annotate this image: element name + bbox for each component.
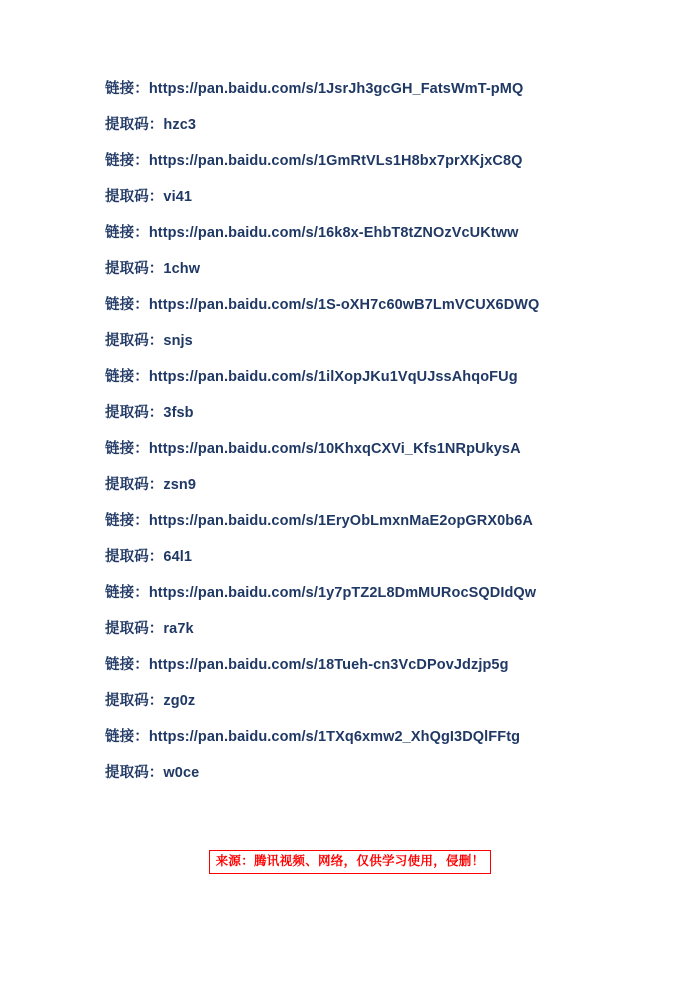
line-value[interactable]: https://pan.baidu.com/s/1y7pTZ2L8DmMURocSQDIdQw: [148, 585, 537, 601]
line-value[interactable]: https://pan.baidu.com/s/10KhxqCXVi_Kfs1NRpUkysA: [148, 441, 521, 457]
list-item: [105, 154, 605, 169]
list-item: [105, 586, 605, 601]
line-label: 提取码：: [105, 261, 164, 277]
line-value[interactable]: https://pan.baidu.com/s/16k8x-EhbT8tZNOzVcUKtww: [148, 225, 519, 241]
line-label: 提取码：: [105, 765, 164, 781]
list-item: [105, 658, 605, 673]
line-value[interactable]: https://pan.baidu.com/s/1ilXopJKu1VqUJssAhqoFUg: [148, 369, 518, 385]
line-label: 提取码：: [105, 549, 164, 565]
list-item: [105, 766, 605, 781]
line-label: 提取码：: [105, 693, 164, 709]
line-value[interactable]: https://pan.baidu.com/s/1S-oXH7c60wB7LmVCUX6DWQ: [148, 297, 540, 313]
line-value[interactable]: hzc3: [163, 117, 197, 133]
line-label: 提取码：: [105, 477, 164, 493]
list-item: [105, 334, 605, 349]
line-value[interactable]: ra7k: [163, 621, 194, 637]
line-label: 链接：: [105, 225, 149, 241]
line-value[interactable]: https://pan.baidu.com/s/1EryObLmxnMaE2opGRX0b6A: [148, 513, 533, 529]
line-value[interactable]: vi41: [163, 189, 193, 205]
line-label: 提取码：: [105, 621, 164, 637]
line-label: 提取码：: [105, 333, 164, 349]
list-item: [105, 622, 605, 637]
footer: [0, 850, 700, 874]
line-label: 提取码：: [105, 405, 164, 421]
line-value[interactable]: w0ce: [163, 765, 200, 781]
line-label: 提取码：: [105, 117, 164, 133]
line-value[interactable]: zg0z: [163, 693, 196, 709]
line-label: 链接：: [105, 729, 149, 745]
line-value[interactable]: zsn9: [163, 477, 197, 493]
source-note: 来源：腾讯视频、网络，仅供学习使用，侵删！: [209, 850, 492, 874]
list-item: [105, 442, 605, 457]
list-item: [105, 262, 605, 277]
line-label: 链接：: [105, 585, 149, 601]
list-item: [105, 190, 605, 205]
line-value[interactable]: https://pan.baidu.com/s/1JsrJh3gcGH_FatsWmT-pMQ: [148, 81, 524, 97]
list-item: [105, 118, 605, 133]
line-label: 链接：: [105, 441, 149, 457]
line-value[interactable]: 1chw: [163, 261, 201, 277]
list-item: [105, 730, 605, 745]
list-item: [105, 226, 605, 241]
list-item: [105, 406, 605, 421]
list-item: [105, 694, 605, 709]
list-item: [105, 298, 605, 313]
link-list: [105, 82, 605, 802]
line-label: 链接：: [105, 369, 149, 385]
list-item: [105, 478, 605, 493]
line-label: 链接：: [105, 513, 149, 529]
list-item: [105, 514, 605, 529]
line-value[interactable]: snjs: [163, 333, 193, 349]
line-value[interactable]: 3fsb: [163, 405, 194, 421]
line-label: 链接：: [105, 81, 149, 97]
list-item: [105, 550, 605, 565]
line-label: 链接：: [105, 657, 149, 673]
line-label: 链接：: [105, 297, 149, 313]
line-label: 提取码：: [105, 189, 164, 205]
list-item: [105, 82, 605, 97]
list-item: [105, 370, 605, 385]
line-label: 链接：: [105, 153, 149, 169]
line-value[interactable]: 64l1: [163, 549, 193, 565]
line-value[interactable]: https://pan.baidu.com/s/1TXq6xmw2_XhQgI3DQlFFtg: [148, 729, 521, 745]
line-value[interactable]: https://pan.baidu.com/s/18Tueh-cn3VcDPovJdzjp5g: [148, 657, 509, 673]
line-value[interactable]: https://pan.baidu.com/s/1GmRtVLs1H8bx7prXKjxC8Q: [148, 153, 523, 169]
